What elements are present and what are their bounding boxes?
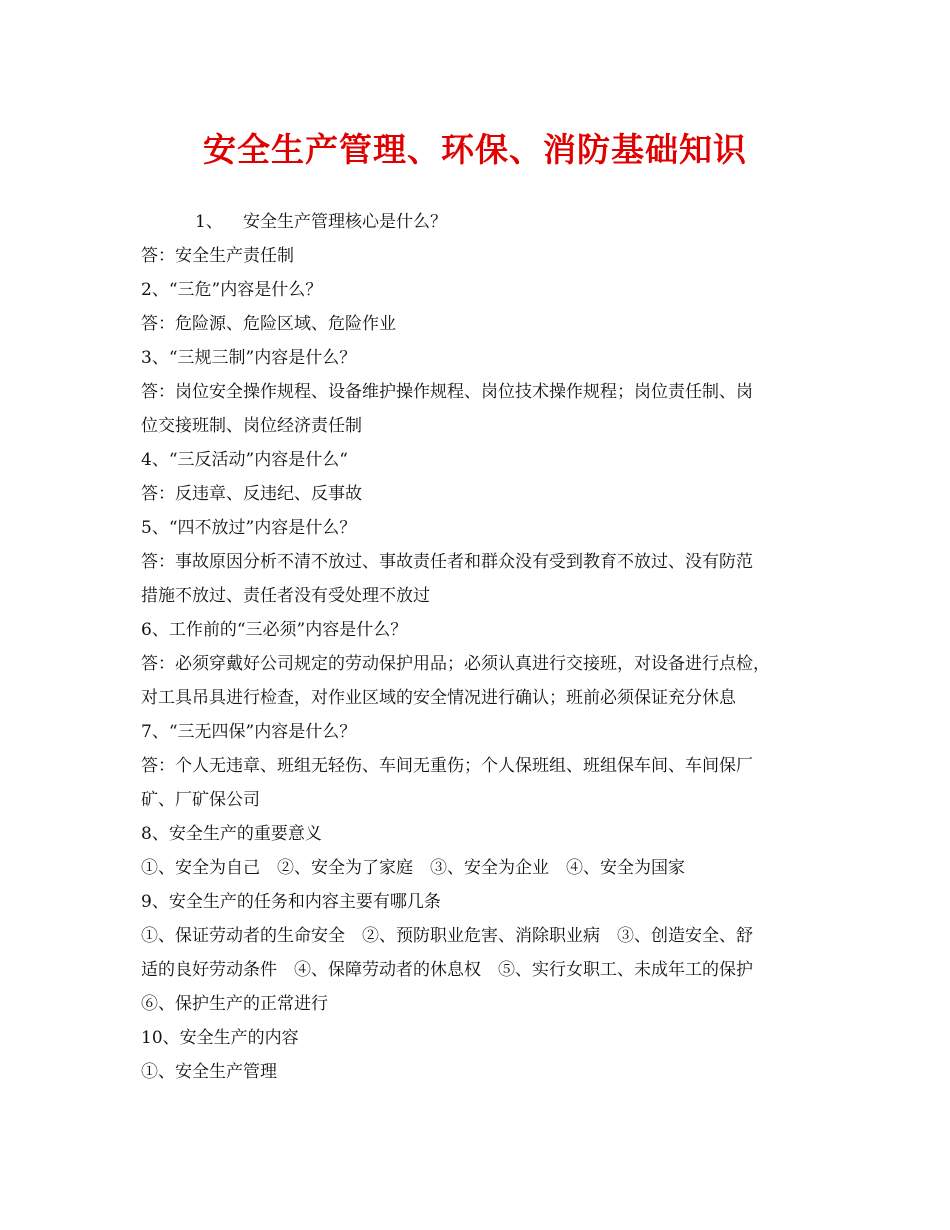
- answer-5-line-1: 答：事故原因分析不清不放过、事故责任者和群众没有受到教育不放过、没有防范: [141, 552, 753, 572]
- question-8: 8、安全生产的重要意义: [141, 824, 322, 844]
- answer-10: ①、安全生产管理: [141, 1062, 277, 1082]
- answer-4: 答：反违章、反违纪、反事故: [141, 484, 362, 504]
- answer-7-line-2: 矿、厂矿保公司: [141, 790, 260, 810]
- answer-9-line-3: ⑥、保护生产的正常进行: [141, 994, 328, 1014]
- question-6: 6、工作前的“三必须”内容是什么？: [141, 620, 408, 640]
- document-title: 安全生产管理、环保、消防基础知识: [203, 130, 747, 169]
- question-2: 2、“三危”内容是什么？: [141, 280, 323, 300]
- answer-5-line-2: 措施不放过、责任者没有受处理不放过: [141, 586, 430, 606]
- question-9: 9、安全生产的任务和内容主要有哪几条: [141, 892, 441, 912]
- question-1-text: 安全生产管理核心是什么？: [243, 212, 447, 232]
- answer-9-line-2: 适的良好劳动条件 ④、保障劳动者的休息权 ⑤、实行女职工、未成年工的保护: [141, 960, 753, 980]
- answer-2: 答：危险源、危险区域、危险作业: [141, 314, 396, 334]
- question-4: 4、“三反活动”内容是什么“: [141, 450, 348, 470]
- answer-6-line-2: 对工具吊具进行检查，对作业区域的安全情况进行确认；班前必须保证充分休息: [141, 688, 736, 708]
- question-3: 3、“三规三制”内容是什么？: [141, 348, 357, 368]
- answer-7-line-1: 答：个人无违章、班组无轻伤、车间无重伤；个人保班组、班组保车间、车间保厂: [141, 756, 753, 776]
- answer-3-line-1: 答：岗位安全操作规程、设备维护操作规程、岗位技术操作规程；岗位责任制、岗: [141, 382, 753, 402]
- question-1-number: 1、: [195, 212, 223, 232]
- answer-8: ①、安全为自己 ②、安全为了家庭 ③、安全为企业 ④、安全为国家: [141, 858, 685, 878]
- answer-3-line-2: 位交接班制、岗位经济责任制: [141, 416, 362, 436]
- question-1: [141, 205, 821, 239]
- answer-1: 答：安全生产责任制: [141, 246, 294, 266]
- question-10: 10、安全生产的内容: [141, 1028, 299, 1048]
- question-5: 5、“四不放过”内容是什么？: [141, 518, 357, 538]
- answer-6-line-1: 答：必须穿戴好公司规定的劳动保护用品；必须认真进行交接班，对设备进行点检，: [141, 654, 770, 674]
- answer-9-line-1: ①、保证劳动者的生命安全 ②、预防职业危害、消除职业病 ③、创造安全、舒: [141, 926, 753, 946]
- document-body: [141, 205, 821, 1089]
- question-7: 7、“三无四保”内容是什么？: [141, 722, 357, 742]
